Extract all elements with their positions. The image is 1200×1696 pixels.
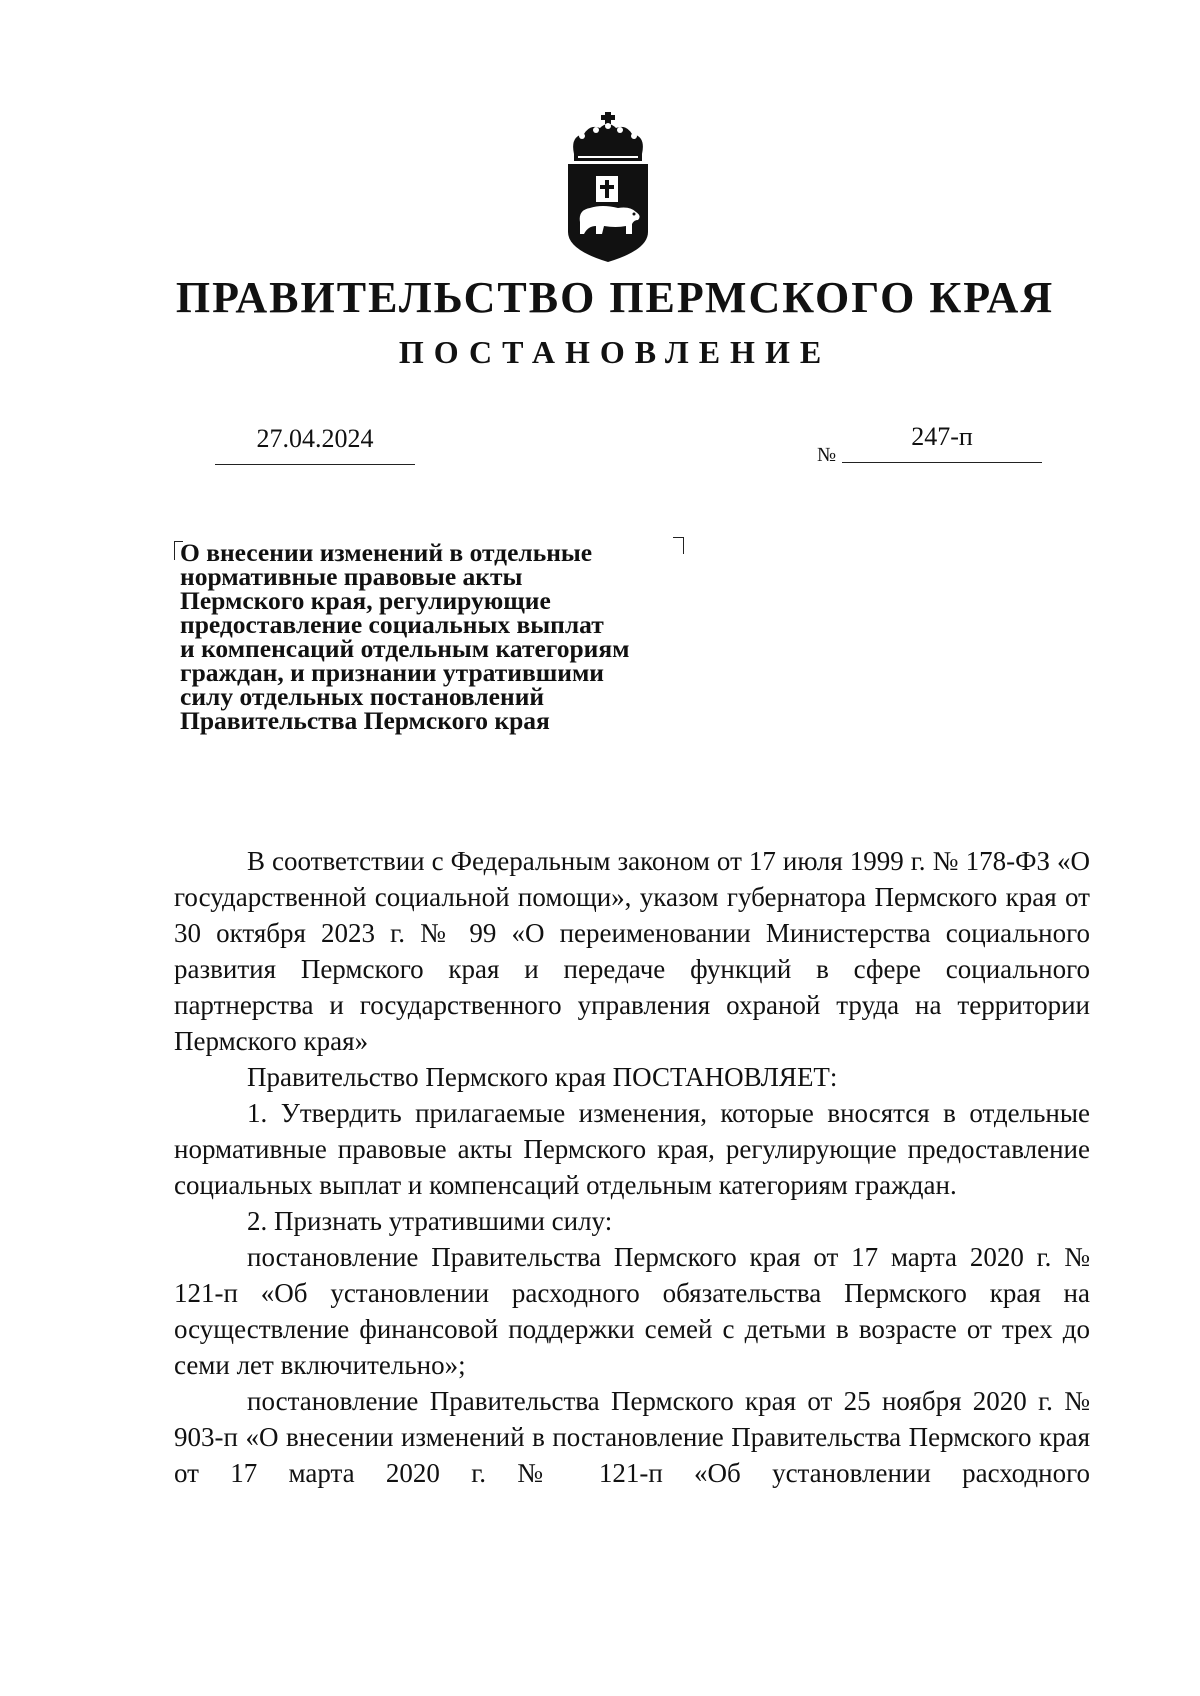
body-paragraph: постановление Правительства Пермского края от 17 марта 2020 г. № 121-п «Об установлении расходного обязательства Пермского края на осуществление финансовой поддержки семей с детьми в возрасте от трех до семи лет включительно»;: [174, 1242, 1090, 1380]
title-line: Пермского края, регулирующие: [180, 586, 551, 615]
government-name: ПРАВИТЕЛЬСТВО ПЕРМСКОГО КРАЯ: [175, 273, 1055, 322]
document-body: [174, 843, 1090, 1491]
body-paragraph: 2. Признать утратившими силу:: [247, 1206, 613, 1236]
document-type: ПОСТАНОВЛЕНИЕ: [398, 334, 832, 370]
number-sign: №: [817, 444, 837, 466]
title-line: граждан, и признании утратившими: [180, 658, 604, 687]
body-paragraph: Правительство Пермского края ПОСТАНОВЛЯЕТ:: [247, 1062, 838, 1092]
title-line: предоставление социальных выплат: [180, 610, 604, 639]
date-field: [215, 424, 415, 465]
number-field: [842, 422, 1042, 463]
body-paragraph: 1. Утвердить прилагаемые изменения, которые вносятся в отдельные нормативные правовые акты Пермского края, регулирующие предоставление социальных выплат и компенсаций отдельным категориям граждан.: [174, 1098, 1090, 1200]
title-line: силу отдельных постановлений: [180, 682, 545, 711]
document-title: [180, 538, 700, 735]
document-number: 247-п: [911, 422, 973, 451]
title-line: нормативные правовые акты: [180, 562, 523, 591]
body-paragraph: В соответствии с Федеральным законом от 17 июля 1999 г. № 178-ФЗ «О государственной социальной помощи», указом губернатора Пермского края от 30 октября 2023 г. № 99 «О переименовании Министерства социального развития Пермского края и передаче функций в сфере социального партнерства и государственного управления охраной труда на территории Пермского края»: [174, 846, 1090, 1056]
perm-krai-coat-of-arms-icon: [560, 112, 656, 262]
document-date: 27.04.2024: [256, 424, 374, 453]
title-line: и компенсаций отдельным категориям: [180, 634, 630, 663]
title-line: Правительства Пермского края: [180, 706, 550, 735]
title-line: О внесении изменений в отдельные: [180, 538, 593, 567]
body-paragraph: постановление Правительства Пермского края от 25 ноября 2020 г. № 903-п «О внесении изменений в постановление Правительства Пермского края от 17 марта 2020 г. № 121-п «Об установлении расходного: [174, 1386, 1090, 1488]
